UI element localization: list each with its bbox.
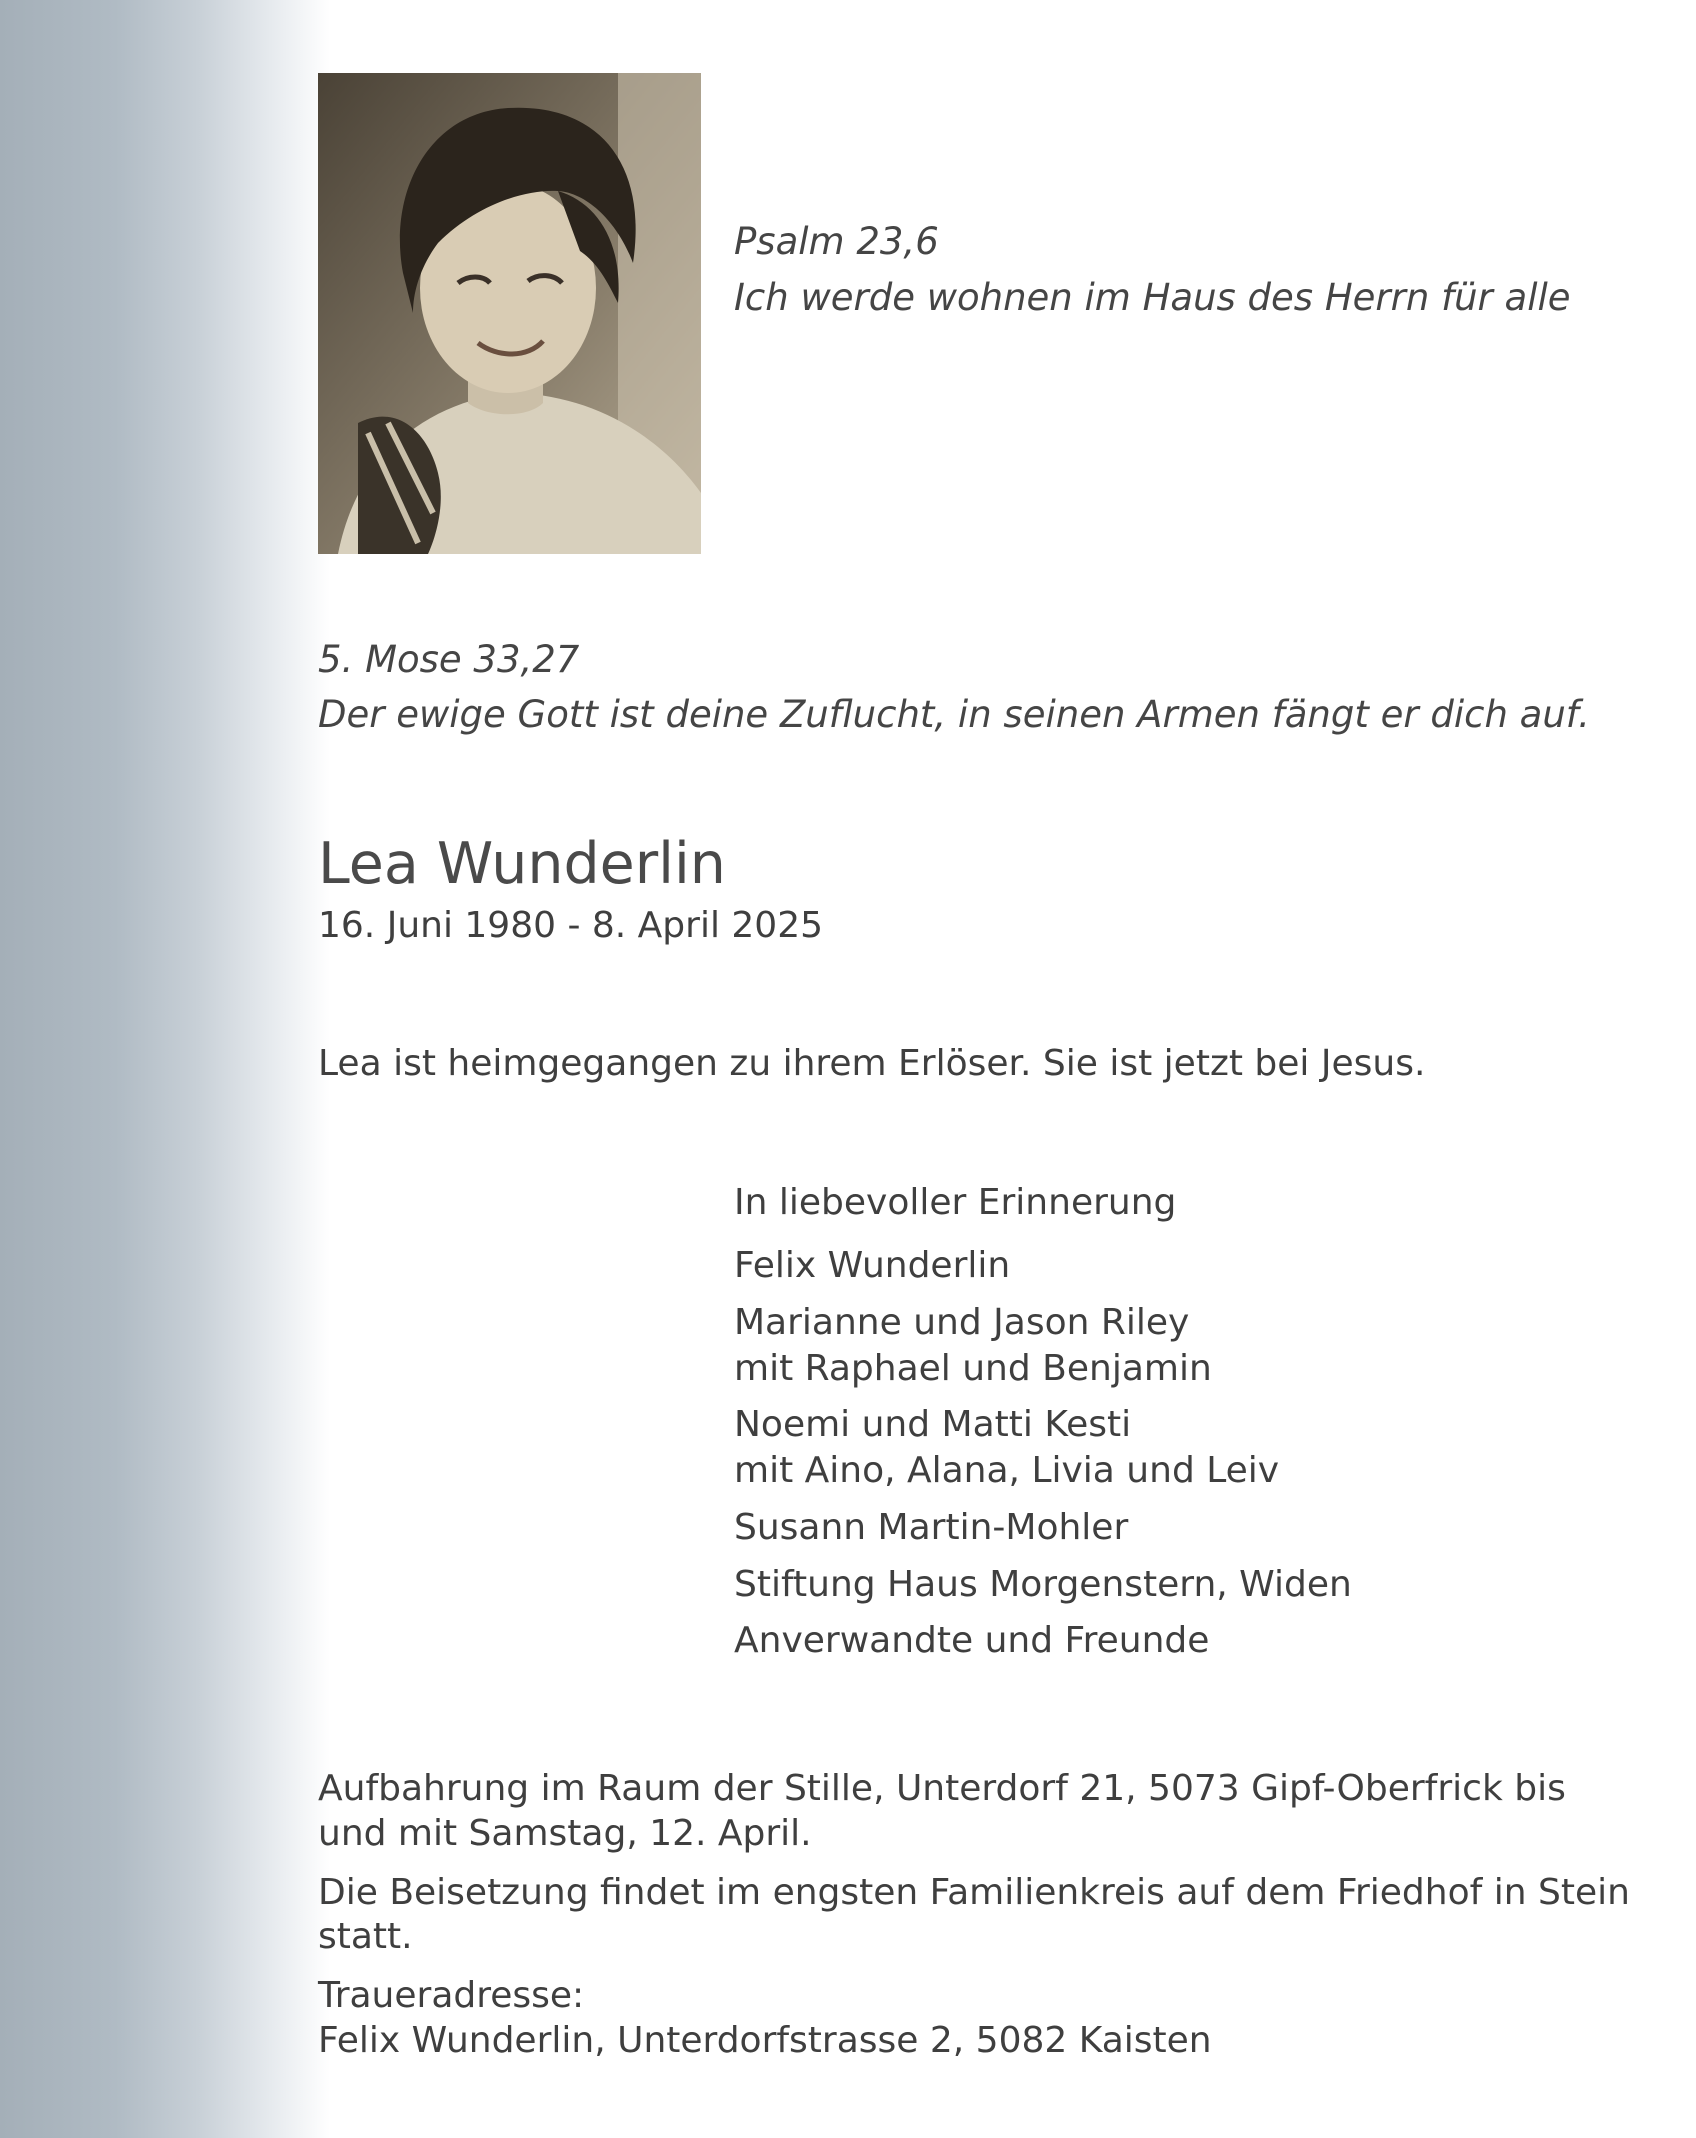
burial-line-1: Die Beisetzung findet im engsten Familienkreis auf dem Friedhof in Stein [318,1872,1630,1913]
portrait-photo-icon [318,73,701,554]
viewing-line-2: und mit Samstag, 12. April. [318,1813,812,1854]
mourner-entry: Felix Wunderlin [734,1245,1011,1286]
address: Felix Wunderlin, Unterdorfstrasse 2, 5082 Kaisten [318,2020,1212,2061]
left-gradient-border [0,0,330,2138]
mourner-entry: Noemi und Matti Kesti [734,1404,1132,1445]
deceased-name: Lea Wunderlin [318,831,726,897]
mourners-heading: In liebevoller Erinnerung [734,1182,1177,1223]
verse2-text: Der ewige Gott ist deine Zuflucht, in seinen Armen fängt er dich auf. [318,693,1590,736]
mourner-entry: Susann Martin-Mohler [734,1507,1129,1548]
verse2-reference: 5. Mose 33,27 [318,638,580,681]
mourner-entry: Marianne und Jason Riley [734,1302,1190,1343]
address-label: Traueradresse: [318,1975,585,2016]
mourner-entry: Stiftung Haus Morgenstern, Widen [734,1564,1352,1605]
verse1-reference: Psalm 23,6 [734,220,939,263]
portrait-photo [318,73,701,554]
statement: Lea ist heimgegangen zu ihrem Erlöser. Sie ist jetzt bei Jesus. [318,1043,1426,1084]
burial-line-2: statt. [318,1916,413,1957]
deceased-dates: 16. Juni 1980 - 8. April 2025 [318,905,824,946]
mourner-entry: Anverwandte und Freunde [734,1620,1210,1661]
mourner-entry: mit Aino, Alana, Livia und Leiv [734,1450,1280,1491]
verse1-text: Ich werde wohnen im Haus des Herrn für alle [734,276,1571,319]
mourner-entry: mit Raphael und Benjamin [734,1348,1212,1389]
viewing-line-1: Aufbahrung im Raum der Stille, Unterdorf 21, 5073 Gipf-Oberfrick bis [318,1768,1566,1809]
